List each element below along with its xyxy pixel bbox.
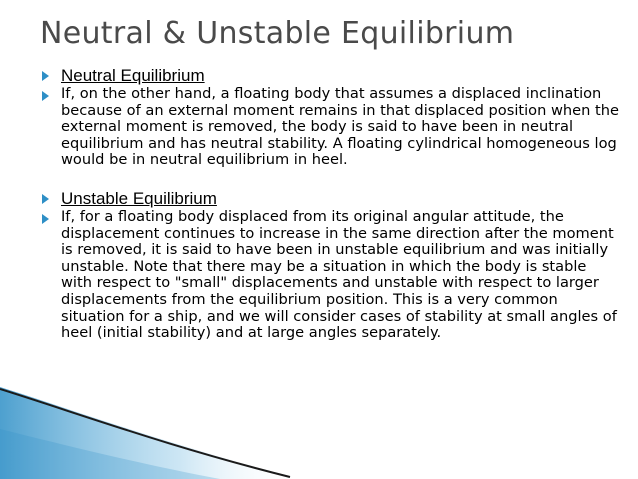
- bullet-arrow-icon: [42, 214, 49, 224]
- bullet-list: [40, 66, 620, 342]
- bullet-arrow-icon: [42, 71, 49, 81]
- bullet-heading-unstable: Unstable Equilibrium: [61, 188, 217, 208]
- bullet-arrow-icon: [42, 91, 49, 101]
- bullet-arrow-icon: [42, 194, 49, 204]
- bullet-item-neutral-body: [40, 86, 620, 169]
- wave-light-shape: [0, 429, 220, 479]
- bullet-heading-neutral: Neutral Equilibrium: [61, 66, 205, 85]
- bullet-item-neutral-heading: [40, 66, 620, 86]
- wave-blue-shape: [0, 387, 300, 479]
- bullet-body-unstable: If, for a floating body displaced from its original angular attitude, the displacement continues to increase in the same direction after the moment is removed, it is said to have been in unstable equilibrium and was initially unstable. Note that there may be a situation in which the body is stable with respect to "small" displacements and unstable with respect to larger displacements from the equilibrium position. This is a very common situation for a ship, and we will consider cases of stability at small angles of heel (initial stability) and at large angles separately.: [61, 207, 617, 342]
- bullet-item-unstable-heading: [40, 189, 620, 209]
- wave-dark-line: [0, 389, 290, 477]
- bullet-body-neutral: If, on the other hand, a floating body that assumes a displaced inclination because of an external moment remains in that displaced position when the external moment is removed, the body is said to have been in neutral equilibrium and has neutral stability. A floating cylindrical homogeneous log would be in neutral equilibrium in heel.: [61, 85, 619, 169]
- slide-title: Neutral & Unstable Equilibrium: [40, 16, 515, 51]
- decorative-wave-graphic: [0, 369, 300, 479]
- bullet-item-unstable-body: [40, 209, 620, 342]
